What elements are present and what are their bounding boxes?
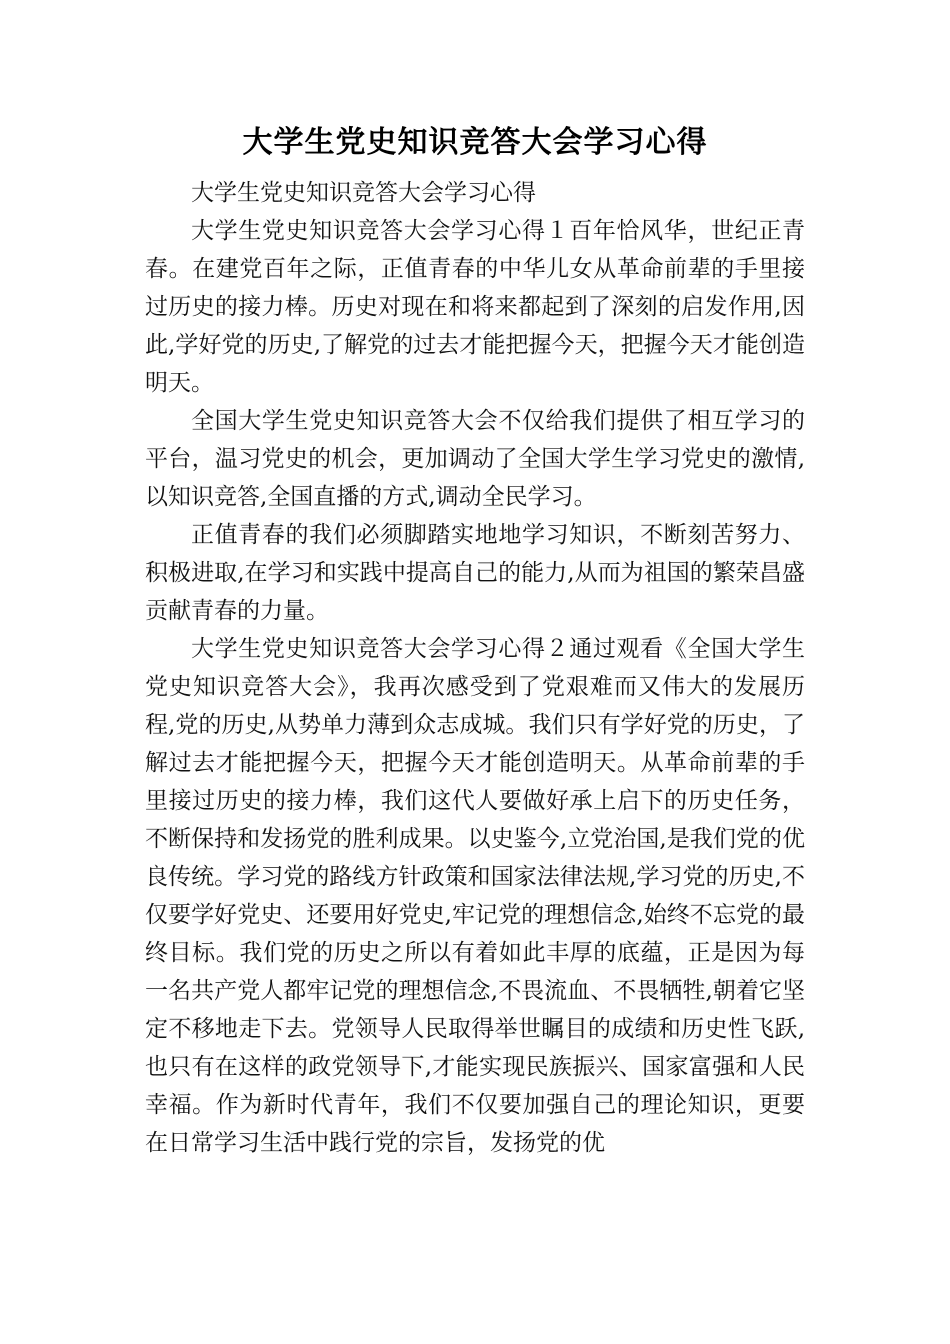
paragraph-subtitle: 大学生党史知识竞答大会学习心得 — [191, 180, 536, 206]
document-title: 大学生党史知识竞答大会学习心得 — [242, 125, 708, 160]
paragraph-4: 大学生党史知识竞答大会学习心得２通过观看《全国大学生党史知识竞答大会》，我再次感受到了党艰难而又伟大的发展历程,党的历史,从势单力薄到众志成城。我们只有学好党的历史，了解过去才能把握今天，把握今天才能创造明天。从革命前辈的手里接过历史的接力棒，我们这代人要做好承上启下的历史任务，不断保持和发扬党的胜利成果。以史鉴今,立党治国,是我们党的优良传统。学习党的路线方针政策和国家法律法规,学习党的历史,不仅要学好党史、还要用好党史,牢记党的理想信念,始终不忘党的最终目标。我们党的历史之所以有着如此丰厚的底蕴，正是因为每一名共产党人都牢记党的理想信念,不畏流血、不畏牺牲,朝着它坚定不移地走下去。党领导人民取得举世瞩目的成绩和历史性飞跃,也只有在这样的政党领导下,才能实现民族振兴、国家富强和人民幸福。作为新时代青年，我们不仅要加强自己的理论知识，更要在日常学习生活中践行党的宗旨，发扬党的优 — [145, 636, 805, 1156]
paragraph-3: 正值青春的我们必须脚踏实地地学习知识，不断刻苦努力、积极进取,在学习和实践中提高自己的能力,从而为祖国的繁荣昌盛贡献青春的力量。 — [145, 522, 805, 624]
paragraph-2: 全国大学生党史知识竞答大会不仅给我们提供了相互学习的平台，温习党史的机会，更加调动了全国大学生学习党史的激情,以知识竞答,全国直播的方式,调动全民学习。 — [145, 408, 805, 510]
paragraph-1: 大学生党史知识竞答大会学习心得１百年恰风华，世纪正青春。在建党百年之际，正值青春的中华儿女从革命前辈的手里接过历史的接力棒。历史对现在和将来都起到了深刻的启发作用,因此,学好党的历史,了解党的过去才能把握今天，把握今天才能创造明天。 — [145, 218, 805, 396]
document-page — [145, 118, 805, 1162]
